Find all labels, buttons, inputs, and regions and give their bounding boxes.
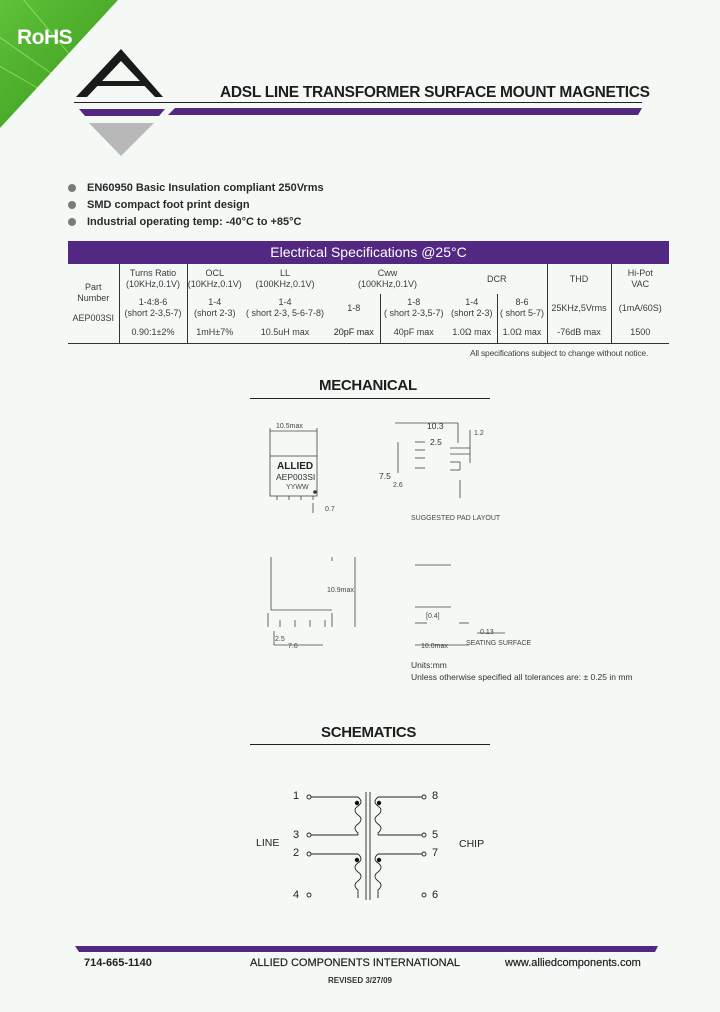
end-view-label: [0.4] [426,613,440,620]
col-turns-ratio: Turns Ratio (10KHz,0.1V) [119,264,187,294]
col-part-number: Part Number [77,282,110,303]
cond-dcr1: 1-4 (short 2-3) [450,297,493,318]
col-dcr: DCR [487,273,507,284]
spec-condition-row [68,294,669,322]
cond-ocl: 1-4 (short 2-3) [187,294,242,322]
spec-table-title-row [68,241,669,264]
allied-logo-icon [75,48,170,160]
electrical-spec-table [68,241,669,344]
line-side-label: LINE [256,837,280,849]
schematics-underline [250,744,490,745]
pin-5: 5 [432,829,439,841]
cond-cww1: 1-8 [347,302,361,313]
val-ocl: 1mH±7% [187,322,242,343]
dim-pad-a: 10.3 [427,421,444,431]
dim-width: 10.5max [276,423,303,430]
date-code: YYWW [286,484,309,491]
val-hipot: 1500 [611,322,669,343]
val-cww2: 40pF max [380,322,447,343]
spec-disclaimer: All specifications subject to change without notice. [470,348,649,358]
cond-ll: 1-4 ( short 2-3, 5-6-7-8) [245,297,325,318]
feature-item: EN60950 Basic Insulation compliant 250Vrms [68,179,324,196]
pin-7: 7 [432,847,439,859]
tolerance-note: Unless otherwise specified all tolerances are: ± 0.25 in mm [411,672,633,682]
feature-item: Industrial operating temp: -40°C to +85°C [68,213,324,230]
dim-pad-b: 2.5 [430,437,442,447]
cond-thd: 25KHz,5Vrms [547,294,611,322]
spec-table-title: Electrical Specifications @25°C [68,241,669,264]
footer-website[interactable]: www.alliedcomponents.com [505,957,641,969]
leaf-vein [0,60,77,111]
cond-hipot: (1mA/60S) [611,294,669,322]
footer-phone: 714-665-1140 [84,957,152,969]
val-cww1: 20pF max [333,326,374,337]
schematics-heading: SCHEMATICS [321,724,417,741]
rohs-badge: RoHS [17,26,73,49]
cond-cww2: 1-8 ( short 2-3,5-7) [380,294,447,322]
dim-pad-d: 7.5 [379,471,391,481]
val-part-number: AEP003SI [72,312,115,323]
dim-height: 10.9max [327,587,354,594]
footer-company: ALLIED COMPONENTS INTERNATIONAL [250,957,461,969]
col-cww: Cww (100KHz,0.1V) [357,268,418,289]
val-turns: 0.90:1±2% [119,322,187,343]
coplanarity-caption: SEATING SURFACE [466,640,532,647]
spec-header-row [68,264,669,294]
val-ll: 10.5uH max [260,326,310,337]
dim-side-b: 7.6 [288,643,298,650]
col-ocl: OCL (10KHz,0.1V) [187,264,242,294]
val-dcr1: 1.0Ω max [452,326,492,337]
units-label: Units:mm [411,660,447,670]
dim-pad-e: 2.6 [393,482,403,489]
pin-6: 6 [432,889,439,901]
pin-4: 4 [293,889,300,901]
pin-2: 2 [293,847,300,859]
val-thd: -76dB max [547,322,611,343]
pin-1: 1 [293,790,300,802]
coplanarity-value: 0.13 [480,629,494,636]
dim-side-a: 2.5 [275,636,285,643]
cond-turns: 1-4:8-6 (short 2-3,5-7) [119,294,187,322]
transformer-schematic [300,788,440,903]
spec-value-row [68,322,669,343]
part-marking: AEP003SI [276,472,316,482]
pad-layout-caption: SUGGESTED PAD LAYOUT [411,515,501,522]
col-hipot: Hi-Pot VAC [611,264,669,294]
bullet-icon [68,201,76,209]
dim-end-width: 10.0max [421,643,448,650]
revision-date: REVISED 3/27/09 [327,976,393,985]
page-title: ADSL LINE TRANSFORMER SURFACE MOUNT MAGNETICS [220,84,650,101]
feature-item: SMD compact foot print design [68,196,324,213]
pin-8: 8 [432,790,439,802]
brand-mark: ALLIED [277,461,314,472]
dim-pin: 0.7 [325,506,335,513]
feature-list [68,179,324,230]
mechanical-underline [250,398,490,399]
cond-dcr2: 8-6 ( short 5-7) [497,294,547,322]
col-ll: LL (100KHz,0.1V) [255,268,315,289]
val-dcr2: 1.0Ω max [497,322,547,343]
title-underline [74,102,642,103]
footer-accent-bar [75,946,658,952]
header-accent-bar [168,108,642,115]
bullet-icon [68,218,76,226]
chip-side-label: CHIP [459,838,485,850]
bullet-icon [68,184,76,192]
mechanical-heading: MECHANICAL [319,377,417,394]
dim-pad-c: 1.2 [474,430,484,437]
col-thd: THD [547,264,611,294]
pin-3: 3 [293,829,300,841]
